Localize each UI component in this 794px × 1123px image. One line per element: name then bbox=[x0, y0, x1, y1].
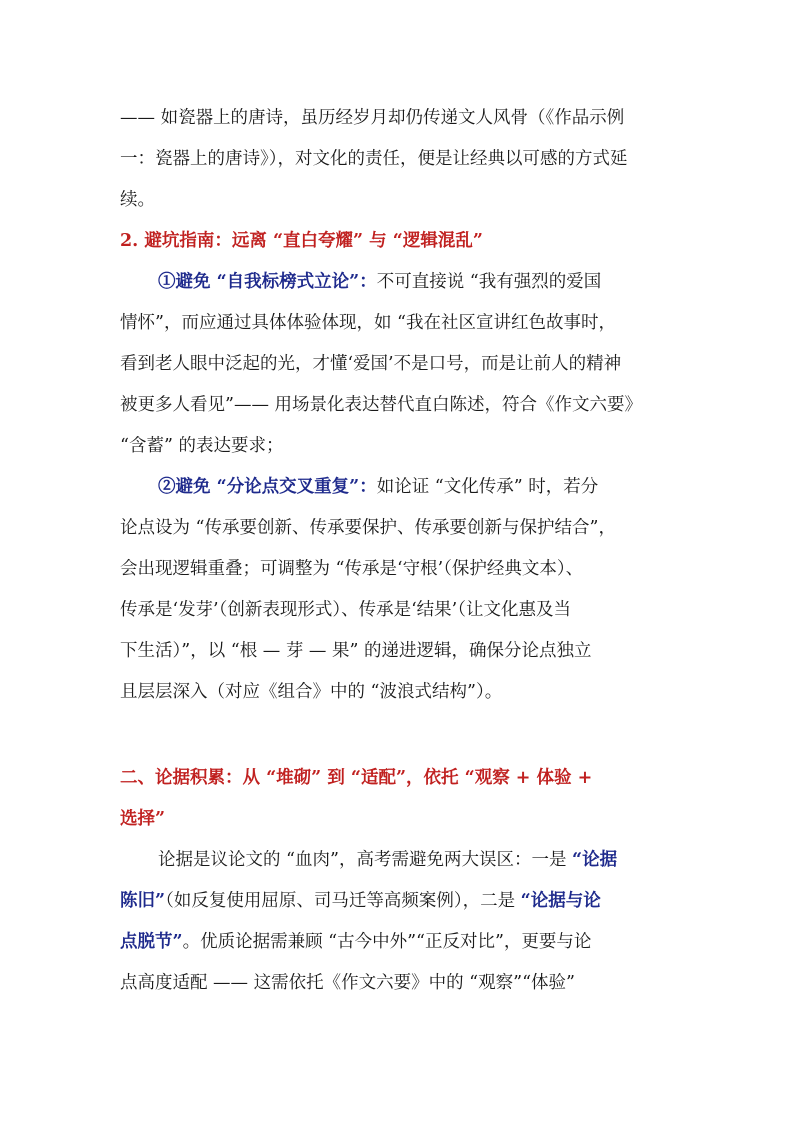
paragraph-line bbox=[120, 561, 583, 579]
emphasis-text: ①避免 “自我标榜式立论”： bbox=[158, 272, 377, 292]
text-run: 情怀”，而应通过具体体验体现，如 “我在社区宣讲红色故事时， bbox=[120, 313, 616, 333]
paragraph-line bbox=[158, 274, 601, 292]
text-run: 续。 bbox=[120, 190, 155, 210]
text-run: 且层层深入（对应《组合》中的 “波浪式结构”）。 bbox=[120, 682, 503, 702]
paragraph-line bbox=[120, 643, 591, 661]
section-heading-er-cont bbox=[120, 811, 165, 829]
paragraph-line bbox=[120, 602, 571, 620]
emphasis-text: “论据 bbox=[572, 850, 618, 870]
paragraph-line bbox=[120, 975, 575, 993]
emphasis-text: 陈旧” bbox=[120, 891, 166, 911]
text-run: 不可直接说 “我有强烈的爱国 bbox=[376, 272, 602, 292]
paragraph-line bbox=[120, 438, 283, 456]
paragraph-line bbox=[120, 151, 628, 169]
paragraph-line bbox=[120, 397, 642, 415]
heading-text: 2. 避坑指南：远离 “直白夸耀” 与 “逻辑混乱” bbox=[120, 231, 483, 251]
text-run: 会出现逻辑重叠；可调整为 “传承是‘守根’（保护经典文本）、 bbox=[120, 559, 584, 579]
text-run: 点高度适配 —— 这需依托《作文六要》中的 “观察”“体验” bbox=[120, 973, 575, 993]
text-run: 看到老人眼中泛起的光，才懂‘爱国’不是口号，而是让前人的精神 bbox=[120, 354, 622, 374]
paragraph-line bbox=[120, 356, 621, 374]
paragraph-line bbox=[120, 684, 502, 702]
heading-text: 选择” bbox=[120, 809, 166, 829]
text-run: —— 如瓷器上的唐诗，虽历经岁月却仍传递文人风骨（《作品示例 bbox=[120, 108, 625, 128]
text-run: （如反复使用屈原、司马迁等高频案例），二是 bbox=[165, 891, 521, 911]
text-run: 论点设为 “传承要创新、传承要保护、传承要创新与保护结合”， bbox=[120, 518, 616, 538]
emphasis-text: 点脱节” bbox=[120, 932, 183, 952]
text-run: 被更多人看见”—— 用场景化表达替代直白陈述，符合《作文六要》 bbox=[120, 395, 643, 415]
paragraph-line bbox=[120, 934, 591, 952]
text-run: 。优质论据需兼顾 “古今中外”“正反对比”，更要与论 bbox=[182, 932, 592, 952]
emphasis-text: ②避免 “分论点交叉重复”： bbox=[158, 477, 377, 497]
section-heading-2 bbox=[120, 233, 483, 251]
paragraph-line bbox=[158, 479, 598, 497]
paragraph-line bbox=[120, 110, 624, 128]
heading-text: 二、论据积累：从 “堆砌” 到 “适配”，依托 “观察 + 体验 + bbox=[120, 768, 593, 788]
paragraph-line bbox=[120, 520, 616, 538]
text-run: 传承是‘发芽’（创新表现形式）、传承是‘结果’（让文化惠及当 bbox=[120, 600, 571, 620]
paragraph-line bbox=[158, 852, 617, 870]
text-run: 下生活）”，以 “根 — 芽 — 果” 的递进逻辑，确保分论点独立 bbox=[120, 641, 592, 661]
text-run: 一：瓷器上的唐诗》），对文化的责任，便是让经典以可感的方式延 bbox=[120, 149, 628, 169]
section-heading-er bbox=[120, 770, 592, 788]
paragraph-line bbox=[120, 192, 155, 210]
paragraph-line bbox=[120, 315, 616, 333]
emphasis-text: “论据与论 bbox=[520, 891, 601, 911]
text-run: 如论证 “文化传承” 时，若分 bbox=[376, 477, 599, 497]
paragraph-line bbox=[120, 893, 601, 911]
text-run: “含蓄” 的表达要求； bbox=[120, 436, 284, 456]
text-run: 论据是议论文的 “血肉”，高考需避免两大误区：一是 bbox=[158, 850, 573, 870]
